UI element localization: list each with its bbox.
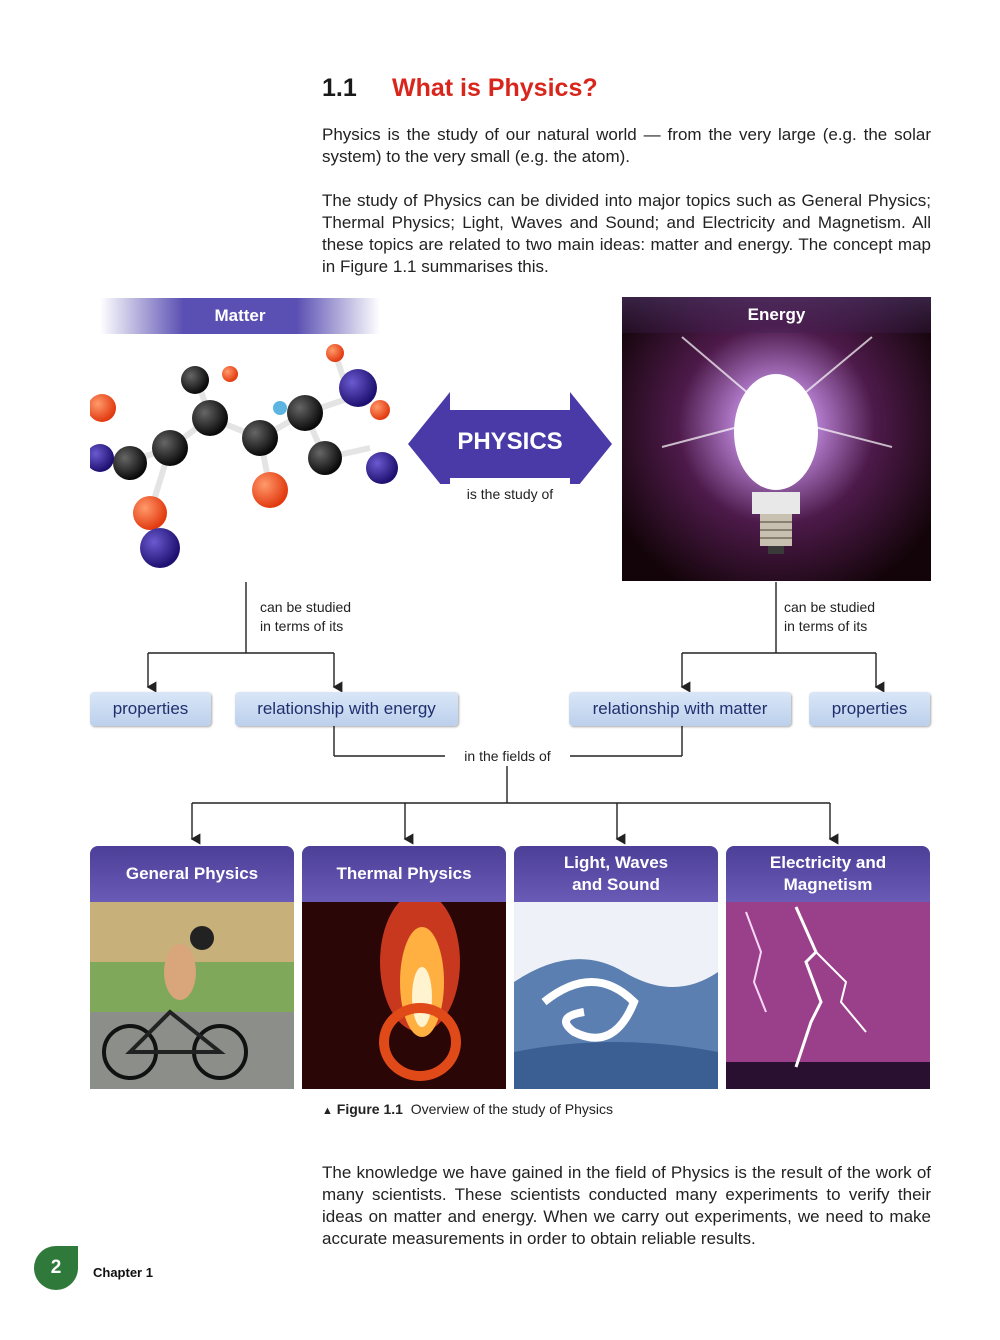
physics-sublabel: is the study of (440, 484, 580, 506)
relationship-with-energy-box: relationship with energy (235, 692, 458, 726)
page-number: 2 (50, 1257, 62, 1278)
cyclist-photo (90, 902, 294, 1089)
section-number: 1.1 (322, 74, 357, 102)
matter-heading: Matter (100, 298, 380, 334)
figure-caption (322, 1101, 613, 1117)
field-title: Light, Waves and Sound (514, 846, 718, 902)
relationship-with-matter-box: relationship with matter (569, 692, 791, 726)
matter-properties-box: properties (90, 692, 211, 726)
field-title: Electricity and Magnetism (726, 846, 930, 902)
section-title: What is Physics? (392, 74, 598, 102)
flame-photo (302, 902, 506, 1089)
field-title: Thermal Physics (302, 846, 506, 902)
physics-label: PHYSICS (457, 428, 563, 455)
field-card-light-waves-sound (514, 846, 718, 1089)
figure-caption-text: Overview of the study of Physics (410, 1101, 614, 1117)
fields-connector-label: in the fields of (464, 748, 551, 764)
field-card-general-physics (90, 846, 294, 1089)
energy-properties-box: properties (809, 692, 930, 726)
matter-connector-label: can be studied in terms of its (260, 599, 352, 634)
field-title: General Physics (90, 846, 294, 902)
lightning-photo (726, 902, 930, 1089)
figure-label: Figure 1.1 (336, 1101, 403, 1117)
ocean-wave-photo (514, 902, 718, 1089)
field-card-thermal-physics (302, 846, 506, 1089)
chapter-label: Chapter 1 (93, 1265, 153, 1280)
paragraph-3: The knowledge we have gained in the field of Physics is the result of the work of many scientists. These scientists conducted many experiments to verify their ideas on matter and energy. When we carry out experiments, we need to make accurate measurements in order to obtain reliable results. (322, 1163, 931, 1248)
field-card-electricity-magnetism (726, 846, 930, 1089)
caption-triangle-icon: ▲ (322, 1105, 333, 1117)
closing-paragraph (322, 1162, 931, 1250)
energy-heading: Energy (622, 297, 931, 333)
energy-connector-label: can be studied in terms of its (784, 599, 876, 634)
paragraph-2: The study of Physics can be divided into major topics such as General Physics; Thermal Physics; Light, Waves and Sound; and Electricity and Magnetism. All these topics are related to two main ideas: matter and energy. The concept map in Figure 1.1 summarises this. (322, 191, 931, 276)
paragraph-1: Physics is the study of our natural world — from the very large (e.g. the solar system) to the very small (e.g. the atom). (322, 125, 931, 166)
